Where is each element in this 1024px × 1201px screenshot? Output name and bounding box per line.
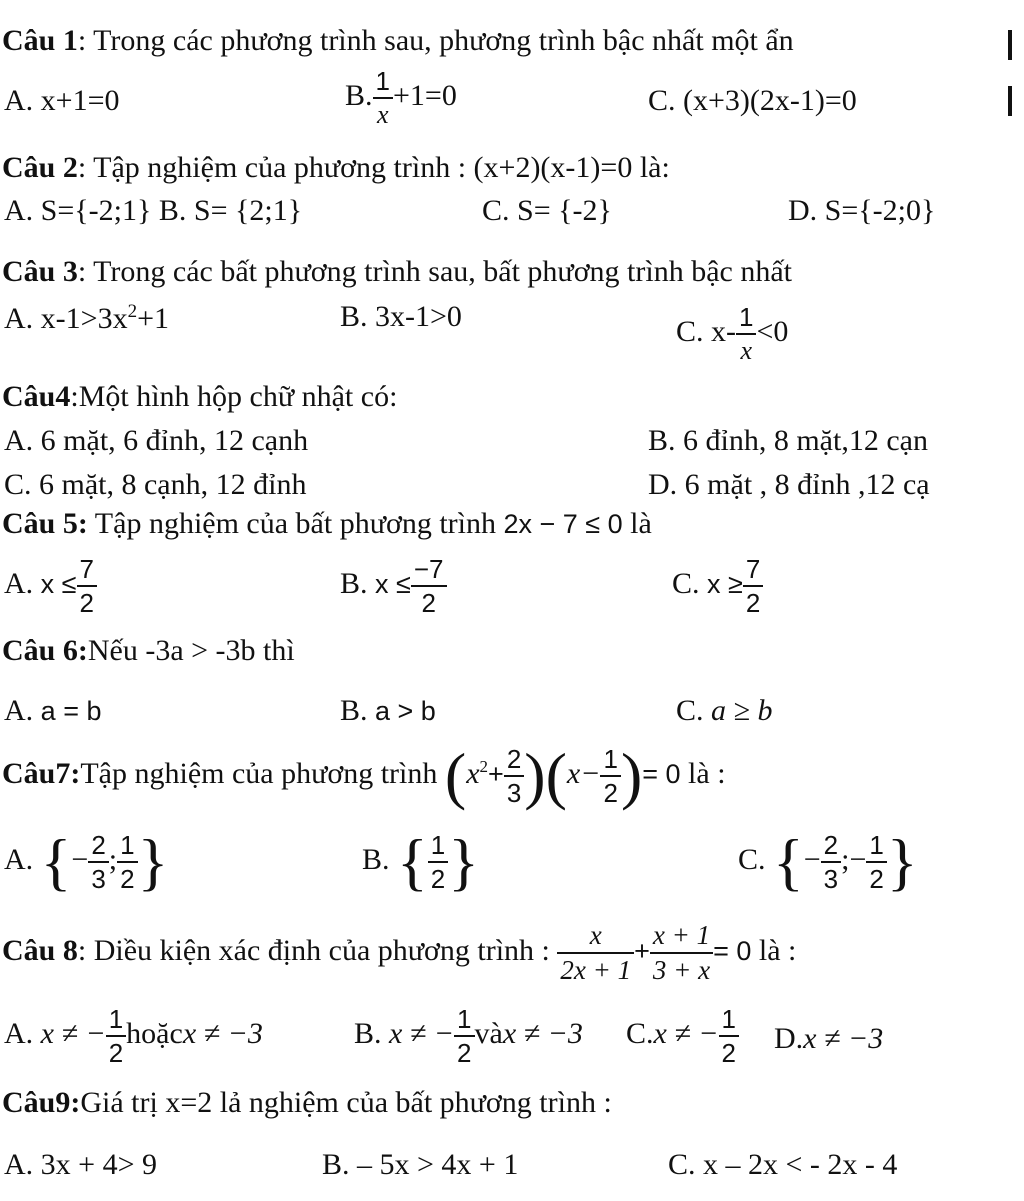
fraction-numerator: 1: [373, 68, 393, 99]
q5-option-a: [4, 556, 97, 616]
q3-option-c-prefix: C. x-: [676, 314, 736, 348]
brace-right: }: [448, 826, 479, 897]
fraction-denominator: 3: [506, 778, 522, 808]
q8-option-a-prefix: A.: [4, 1016, 34, 1050]
q3-option-a-base: A. x-1>3x: [4, 302, 128, 335]
q5-option-a-prefix: A.: [4, 566, 34, 600]
q8-option-a-tail: x ≠ −3: [182, 1016, 263, 1050]
q8-option-b-connector: và: [474, 1016, 503, 1050]
question-9-label: Câu9:: [2, 1086, 81, 1119]
q7-expr-fraction-2: [600, 746, 620, 806]
separator: ;−: [841, 842, 867, 876]
fraction-numerator: 2: [88, 832, 108, 863]
q5-option-a-fraction: [77, 556, 97, 616]
question-1-label: Câu 1: [2, 24, 78, 57]
q3-option-c-fraction: [736, 304, 756, 364]
separator: ;: [108, 842, 118, 876]
q1-option-b: [345, 68, 457, 128]
q7-option-b-fraction: [428, 832, 448, 892]
q6-option-a-value: a = b: [40, 696, 102, 726]
question-6-text: Nếu -3a > -3b thì: [87, 634, 295, 667]
q7-option-a-fraction-2: [117, 832, 137, 892]
fraction-denominator: x: [740, 336, 752, 365]
q7-option-c-fraction-1: [821, 832, 841, 892]
question-5-text: Tập nghiệm của bất phương trình: [87, 507, 496, 540]
q8-option-a: [4, 1006, 263, 1066]
fraction-denominator: 2x + 1: [560, 955, 632, 985]
question-7-label: Câu7:: [2, 756, 81, 790]
q7-option-c-prefix: C.: [738, 842, 766, 876]
fraction-denominator: 2: [120, 864, 135, 894]
q2-option-a-b: A. S={-2;1} B. S= {2;1}: [4, 194, 303, 227]
q2-option-d: D. S={-2;0}: [788, 194, 936, 227]
q3-option-c-suffix: <0: [756, 314, 789, 348]
q5-option-b-prefix: B.: [340, 566, 368, 600]
q5-option-c: [672, 556, 763, 616]
q6-option-a-prefix: A.: [4, 694, 34, 727]
fraction-denominator: 2: [869, 864, 884, 894]
brace-right: }: [886, 826, 918, 897]
q7-option-c-fraction-2: [866, 832, 886, 892]
q9-option-a: A. 3x + 4> 9: [4, 1148, 158, 1181]
q1-option-c: C. (x+3)(2x-1)=0: [648, 84, 857, 117]
fraction-numerator: 1: [600, 746, 620, 777]
q3-option-b: B. 3x-1>0: [340, 300, 462, 333]
question-4-line: [2, 382, 397, 412]
q8-option-b: [354, 1006, 583, 1066]
q1-option-a: A. x+1=0: [4, 84, 120, 117]
q7-option-a: [4, 826, 169, 897]
q3-option-a-exponent: 2: [127, 301, 138, 322]
question-5-tail: là: [622, 507, 652, 540]
question-9-line: [2, 1088, 612, 1118]
question-3-label: Câu 3: [2, 255, 78, 288]
q6-option-c: [676, 696, 772, 726]
q7-option-b-prefix: B.: [362, 842, 390, 876]
minus-sign: −: [71, 842, 89, 876]
q6-option-c-value: a ≥ b: [711, 694, 773, 727]
question-5-expression: 2x − 7 ≤ 0: [503, 509, 623, 539]
fraction-denominator: 3 + x: [652, 955, 711, 985]
q3-option-a: [4, 302, 169, 334]
q7-expr-x: x: [466, 756, 480, 790]
question-4-label: Câu4: [2, 380, 71, 413]
fraction-numerator: 1: [866, 832, 886, 863]
question-3-line: [2, 257, 792, 287]
brace-left: {: [40, 826, 72, 897]
q6-option-c-prefix: C.: [676, 694, 704, 727]
fraction-numerator: −7: [411, 556, 447, 587]
question-3-text: : Trong các bất phương trình sau, bất phương trình bậc nhất: [77, 255, 792, 288]
question-6-line: [2, 636, 295, 666]
q7-expr-x-minus: x−: [566, 756, 601, 790]
fraction-numerator: 2: [504, 746, 524, 777]
question-8-tail: là :: [751, 933, 797, 967]
question-5-line: [2, 509, 652, 539]
question-8-text: : Diều kiện xác định của phương trình :: [77, 933, 550, 967]
minus-sign: −: [803, 842, 821, 876]
q6-option-b-prefix: B.: [340, 694, 368, 727]
q8-option-a-fraction: [106, 1006, 126, 1066]
fraction-denominator: 3: [91, 864, 106, 894]
paren-left: (: [545, 740, 567, 811]
q6-option-a: [4, 696, 101, 726]
q9-option-c: C. x – 2x < - 2x - 4: [668, 1148, 898, 1181]
q4-option-d: D. 6 mặt , 8 đỉnh ,12 cạ: [648, 468, 930, 501]
fraction-numerator: 1: [719, 1006, 739, 1037]
question-9-text: Giá trị x=2 lả nghiệm của bất phương trình :: [80, 1086, 612, 1119]
fraction-numerator: 1: [106, 1006, 126, 1037]
edge-mark: [1008, 30, 1012, 60]
question-8-line: [2, 922, 796, 984]
q7-option-c: [738, 826, 918, 897]
fraction-numerator: x: [557, 922, 634, 954]
fraction-denominator: 2: [603, 778, 618, 808]
q7-expr-plus: +: [488, 758, 504, 789]
q6-option-b: [340, 696, 436, 726]
fraction-numerator: 7: [77, 556, 97, 587]
paren-right: ): [524, 740, 546, 811]
q5-option-c-relation: x ≥: [707, 568, 743, 599]
brace-right: }: [137, 826, 169, 897]
q4-option-a: A. 6 mặt, 6 đỉnh, 12 cạnh: [4, 424, 309, 457]
q8-option-b-prefix: B.: [354, 1016, 382, 1050]
fraction-numerator: 2: [821, 832, 841, 863]
q7-expr-fraction-1: [504, 746, 524, 806]
fraction-denominator: x: [376, 100, 389, 129]
q8-option-b-relation: x ≠ −: [389, 1016, 455, 1050]
q1-option-b-prefix: B.: [345, 78, 373, 112]
fraction-numerator: 7: [743, 556, 763, 587]
q8-option-b-tail: x ≠ −3: [502, 1016, 583, 1050]
question-4-text: :Một hình hộp chữ nhật có:: [70, 380, 398, 413]
fraction-numerator: 1: [117, 832, 137, 863]
fraction-numerator: 1: [736, 304, 756, 335]
fraction-denominator: 2: [721, 1038, 737, 1068]
q8-fraction-1: [557, 922, 634, 984]
question-1-text: : Trong các phương trình sau, phương trình bậc nhất một ẩn: [77, 24, 794, 57]
q3-option-a-tail: +1: [137, 302, 169, 335]
fraction-numerator: 1: [454, 1006, 474, 1037]
fraction-denominator: 2: [79, 588, 94, 618]
question-7-line: [2, 740, 726, 811]
q8-option-c-prefix: C.: [626, 1016, 654, 1050]
q7-option-a-fraction-1: [88, 832, 108, 892]
edge-mark: [1008, 86, 1012, 116]
q5-option-b-fraction: [411, 556, 447, 616]
q8-option-d: [774, 1024, 883, 1054]
q4-option-b: B. 6 đỉnh, 8 mặt,12 cạn: [648, 424, 928, 457]
q5-option-a-relation: x ≤: [40, 568, 77, 599]
q7-option-b: [362, 826, 479, 897]
question-7-tail: là :: [680, 756, 726, 790]
question-2-line: [2, 153, 670, 183]
q7-expr-exponent: 2: [479, 756, 489, 776]
q7-expr-equals: = 0: [642, 758, 681, 789]
question-2-text: : Tập nghiệm của phương trình : (x+2)(x-1)=0 là:: [77, 151, 670, 184]
q8-option-c: [626, 1006, 739, 1066]
q7-option-a-prefix: A.: [4, 842, 34, 876]
q9-option-b: B. – 5x > 4x + 1: [322, 1148, 519, 1181]
fraction-numerator: 1: [428, 832, 448, 863]
q8-option-d-value: x ≠ −3: [803, 1022, 884, 1055]
q8-option-c-relation: x ≠ −: [653, 1016, 719, 1050]
paren-right: ): [620, 740, 643, 811]
plus-sign: +: [634, 935, 650, 966]
q6-option-b-value: a > b: [375, 696, 436, 726]
q8-fraction-2: [650, 922, 713, 984]
q5-option-b-relation: x ≤: [375, 568, 411, 599]
q8-option-a-connector: hoặc: [126, 1016, 183, 1050]
fraction-numerator: x + 1: [650, 922, 713, 954]
paren-left: (: [444, 740, 467, 811]
brace-left: {: [397, 826, 428, 897]
q1-option-b-fraction: [373, 68, 393, 128]
fraction-denominator: 2: [745, 588, 761, 618]
question-8-label: Câu 8: [2, 933, 78, 967]
q5-option-c-fraction: [743, 556, 763, 616]
brace-left: {: [773, 826, 804, 897]
question-6-label: Câu 6:: [2, 634, 88, 667]
q5-option-b: [340, 556, 447, 616]
fraction-denominator: 2: [457, 1038, 472, 1068]
q8-option-c-fraction: [719, 1006, 739, 1066]
question-1-line: [2, 26, 794, 56]
fraction-denominator: 2: [108, 1038, 124, 1068]
q8-option-b-fraction: [454, 1006, 474, 1066]
q8-option-d-prefix: D.: [774, 1022, 804, 1055]
q1-option-b-suffix: +1=0: [392, 78, 457, 112]
equals-zero: = 0: [713, 935, 752, 966]
q5-option-c-prefix: C.: [672, 566, 700, 600]
fraction-denominator: 2: [421, 588, 436, 618]
q4-option-c: C. 6 mặt, 8 cạnh, 12 đỉnh: [4, 468, 307, 501]
question-2-label: Câu 2: [2, 151, 78, 184]
fraction-denominator: 2: [430, 864, 446, 894]
question-7-text: Tập nghiệm của phương trình: [80, 756, 438, 790]
q8-option-a-relation: x ≠ −: [40, 1016, 106, 1050]
q2-option-c: C. S= {-2}: [482, 194, 612, 227]
q3-option-c: [676, 304, 788, 364]
fraction-denominator: 3: [823, 864, 839, 894]
question-5-label: Câu 5:: [2, 507, 88, 540]
